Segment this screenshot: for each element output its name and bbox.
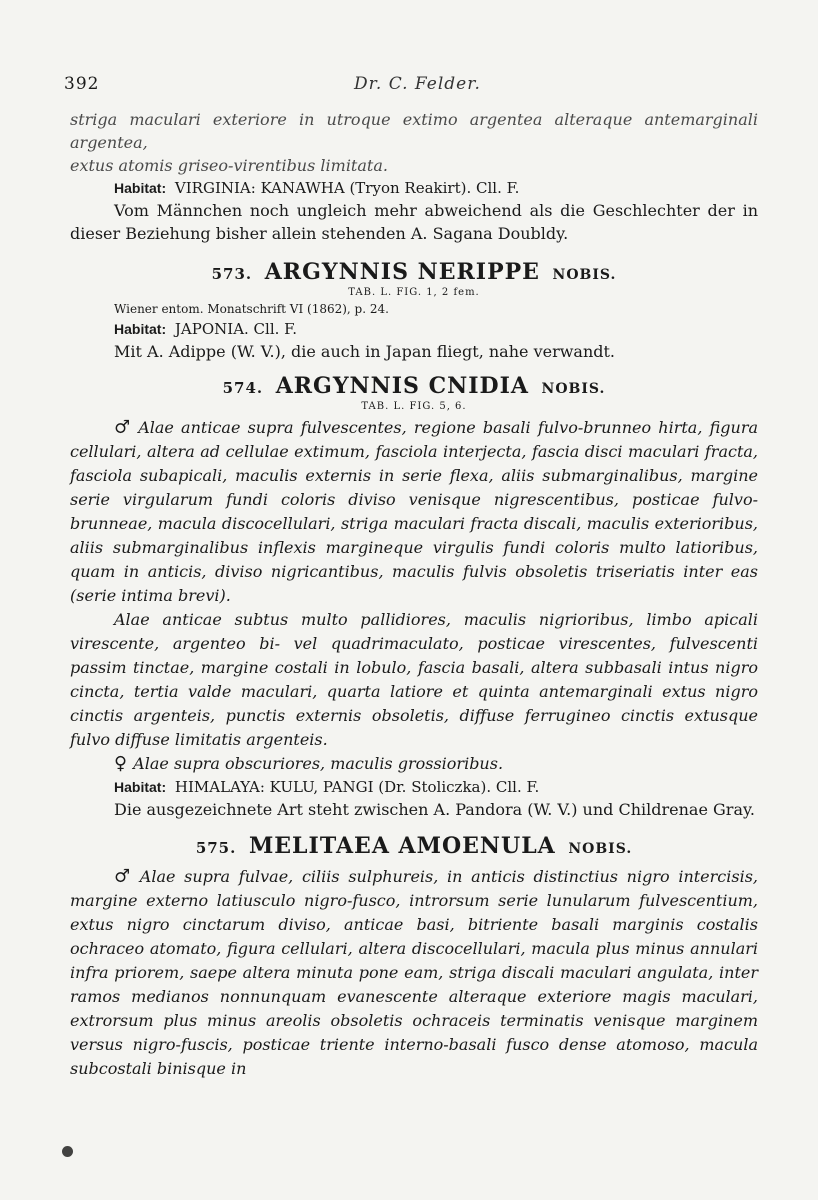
intro-line-2: extus atomis griseo-virentibus limitata. <box>70 156 388 175</box>
habitat-label: Habitat: <box>114 321 167 337</box>
running-head: Dr. C. Felder. <box>354 74 481 94</box>
entry-574-note: Die ausgezeichnete Art steht zwischen A. Pandora (W. V.) und Childrenae Gray. <box>114 800 755 819</box>
literature-reference: Wiener entom. Monatschrift VI (1862), p. 24. <box>114 302 389 316</box>
entry-573-title <box>70 259 758 285</box>
male-symbol: ♂ <box>114 866 134 887</box>
intro-habitat <box>70 177 758 199</box>
entry-575-title <box>70 833 758 859</box>
habitat-label: Habitat: <box>114 779 167 795</box>
habitat-value: HIMALAYA: KULU, PANGI (Dr. Stoliczka). Cll. F. <box>174 778 540 796</box>
authority: NOBIS. <box>568 841 633 857</box>
intro-line-1: striga maculari exteriore in utroque extimo argentea alteraque antemarginali argentea, <box>70 110 758 152</box>
male-description <box>70 865 758 1081</box>
female-description <box>70 752 758 776</box>
species-name: MELITAEA AMOENULA <box>248 833 556 859</box>
entry-number: 573. <box>211 265 253 283</box>
description-text: Alae supra fulvae, ciliis sulphureis, in anticis distinctius nigro intercisis, margine externo latiusculo nigro-fusco, introrsum serie lunularum fulvescentium, extus nigro cinctarum diviso, anticae basi, bitriente basali marginis costalis ochraceo atomato, figura cellulari, altera discocellulari, macula plus minus annulari infra priorem, saepe altera minuta pone eam, striga discali maculari angulata, inter ramos medianos nonnunquam evanescente alteraque exteriore magis maculari, extrorsum plus minus areolis obsoletis ochraceis terminatis venisque marginem versus nigro-fuscis, posticae triente interno-basali fusco dense atomoso, macula subcostali binisque in <box>70 867 759 1078</box>
intro-note: Vom Männchen noch ungleich mehr abweichend als die Geschlechter der in dieser Beziehung bisher allein stehenden A. Sagana Doubldy. <box>70 201 758 243</box>
page-header <box>64 74 758 98</box>
plate-reference: TAB. L. FIG. 1, 2 fem. <box>348 287 480 298</box>
entry-573-note: Mit A. Adippe (W. V.), die auch in Japan fliegt, nahe verwandt. <box>114 342 616 361</box>
species-name: ARGYNNIS CNIDIA <box>275 373 529 399</box>
page-content <box>70 108 758 1081</box>
authority: NOBIS. <box>541 381 606 397</box>
description-text: Alae anticae supra fulvescentes, regione basali fulvo-brunneo hirta, figura cellulari, altera ad cellulae extimum, fasciola interjecta, fascia disci maculari fracta, fasciola subapicali, maculis externis in serie flexa, aliis submarginalibus, margine serie virgularum fundi coloris diviso venisque nigrescentibus, posticae fulvo-brunneae, macula discocellulari, striga maculari fracta discali, maculis exterioribus, aliis submarginalibus inflexis margineque virgulis fundi coloris multo latioribus, quam in anticis, diviso nigricantibus, maculis fulvis obsoletis triseriatis inter eas (serie intima brevi). <box>70 418 759 605</box>
female-symbol: ♀ <box>114 753 128 774</box>
habitat-label: Habitat: <box>114 180 167 196</box>
habitat-value: JAPONIA. Cll. F. <box>174 320 298 338</box>
page-number: 392 <box>64 74 100 94</box>
male-upperside-description <box>70 416 758 608</box>
habitat-value: VIRGINIA: KANAWHA (Tryon Reakirt). Cll. F. <box>174 179 520 197</box>
entry-574-title <box>70 373 758 399</box>
male-underside-description: Alae anticae subtus multo pallidiores, maculis nigrioribus, limbo apicali virescente, argenteo bi- vel quadrimaculato, posticae virescentes, fulvescenti passim tinctae, margine costali in lobulo, fascia basali, altera subbasali intus nigro cincta, tertia valde maculari, quarta latiore et quinta antemarginali extus nigro cinctis argenteis, punctis externis obsoletis, diffuse ferrugineo cinctis extusque fulvo diffuse limitatis argenteis. <box>70 610 758 749</box>
entry-573-habitat <box>70 318 758 340</box>
entry-574-habitat <box>70 776 758 798</box>
description-text: Alae supra obscuriores, maculis grossioribus. <box>133 754 504 773</box>
plate-reference: TAB. L. FIG. 5, 6. <box>361 401 467 412</box>
authority: NOBIS. <box>552 267 617 283</box>
male-symbol: ♂ <box>114 417 133 438</box>
entry-number: 574. <box>222 379 264 397</box>
entry-number: 575. <box>195 839 237 857</box>
species-name: ARGYNNIS NERIPPE <box>264 259 540 285</box>
ink-smudge <box>62 1146 73 1157</box>
